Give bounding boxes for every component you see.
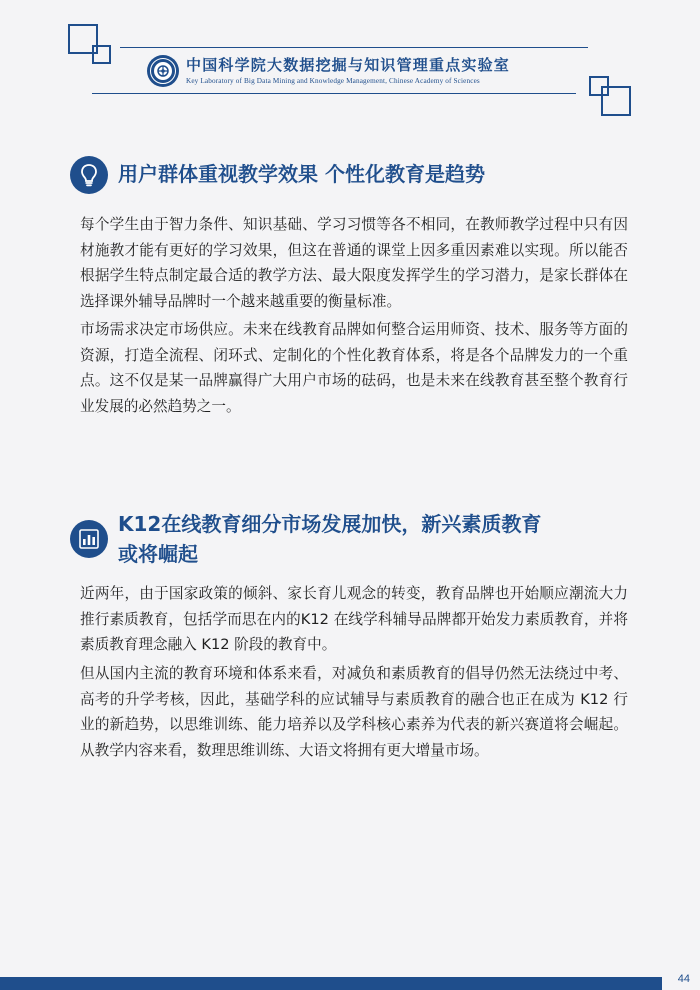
header-decor-square-small bbox=[92, 45, 111, 64]
lightbulb-icon bbox=[70, 156, 108, 194]
header-rule-bottom bbox=[92, 93, 576, 94]
header-title: 中国科学院大数据挖掘与知识管理重点实验室 bbox=[186, 56, 511, 74]
section-heading-line-2: 或将崛起 bbox=[118, 542, 198, 566]
page-number: 44 bbox=[677, 973, 690, 985]
header-rule-top bbox=[120, 47, 588, 48]
header-decor-square-large-right bbox=[601, 86, 631, 116]
cas-emblem-logo bbox=[146, 54, 180, 88]
footer-bar bbox=[0, 977, 662, 990]
section-heading-line-1: K12在线教育细分市场发展加快，新兴素质教育 bbox=[118, 512, 542, 536]
bar-chart-icon bbox=[70, 520, 108, 558]
body-paragraph: 市场需求决定市场供应。未来在线教育品牌如何整合运用师资、技术、服务等方面的资源，打造全流程、闭环式、定制化的个性化教育体系，将是各个品牌发力的一个重点。这不仅是某一品牌赢得广大用户市场的砝码，也是未来在线教育甚至整个教育行业发展的必然趋势之一。 bbox=[80, 321, 628, 415]
body-paragraph: 每个学生由于智力条件、知识基础、学习习惯等各不相同，在教师教学过程中只有因材施教才能有更好的学习效果，但这在普通的课堂上因多重因素难以实现。所以能否根据学生特点制定最合适的教学方法、最大限度发挥学生的学习潜力，是家长群体在选择课外辅导品牌时一个越来越重要的衡量标准。 bbox=[80, 216, 628, 310]
body-paragraph: 近两年，由于国家政策的倾斜、家长育儿观念的转变，教育品牌也开始顺应潮流大力推行素质教育，包括学而思在内的K12 在线学科辅导品牌都开始发力素质教育，并将素质教育理念融入 K12 阶段的教育中。 bbox=[80, 585, 628, 653]
section-heading: 用户群体重视教学效果 个性化教育是趋势 bbox=[118, 162, 485, 186]
header-subtitle: Key Laboratory of Big Data Mining and Knowledge Management, Chinese Academy of Sciences bbox=[186, 77, 480, 85]
body-paragraph: 但从国内主流的教育环境和体系来看，对减负和素质教育的倡导仍然无法绕过中考、高考的升学考核，因此，基础学科的应试辅导与素质教育的融合也正在成为 K12 行业的新趋势，以思维训练、能力培养以及学科核心素养为代表的新兴赛道将会崛起。从教学内容来看，数理思维训练、大语文将拥有更大增量市场。 bbox=[80, 665, 628, 759]
